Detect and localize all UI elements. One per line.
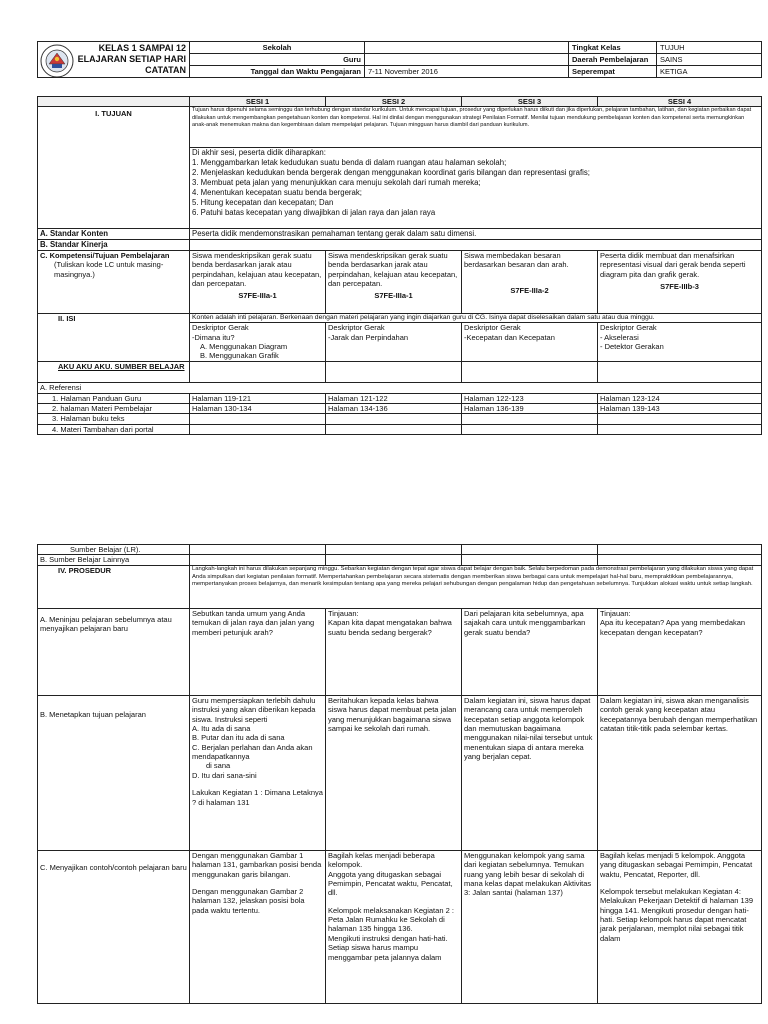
ref-row-2-s2: Halaman 134-136 [326,404,462,414]
ref-row-3-s1 [190,414,326,424]
tujuan-item-6: 6. Patuhi batas kecepatan yang diwajibkan di jalan raya dan jalan raya [192,208,436,218]
isi-2-line-2: -Jarak dan Perpindahan [328,332,409,342]
session-header-empty [38,97,190,107]
isi-intro: Konten adalah inti pelajaran. Berkenaan dengan materi pelajaran yang ingin diajarkan guru di CG. Isinya dapat diselesaikan dalam satu atau dua minggu. [190,313,762,322]
isi-cell-3 [462,323,598,362]
ref-row-2-s4: Halaman 139-143 [598,404,762,414]
isi-cell-2 [326,323,462,362]
isi-4-line-1: Deskriptor Gerak [600,323,657,333]
row-b-s1-gap [192,780,323,788]
isi-3-line-1: Deskriptor Gerak [464,323,521,333]
isi-1-line-2: -Dimana itu? [192,332,235,342]
row-a-s2 [326,608,462,695]
row-c-s2-line-5: Mengikuti instruksi dengan hati-hati. Setiap siswa harus mampu menggambar peta jalannya dalam [328,933,448,962]
isi-1-line-1: Deskriptor Gerak [192,323,249,333]
row-c-s2-line-4: Kelompok melaksanakan Kegiatan 2 : Peta Jalan Rumahku ke Sekolah di halaman 135 hingga 136. [328,905,454,934]
guru-label: Guru [190,54,365,66]
kompetensi-text-3: Siswa membedakan besaran berdasarkan besaran dan arah. [464,250,569,270]
row-c-s2-line-2: Anggota yang ditugaskan sebagai Pemimpin, Pencatat waktu, Pencatat, dll. [328,869,453,898]
kompetensi-code-1: S7FE-IIIa-1 [238,291,277,301]
row-c-s1-gap [192,879,323,887]
sumber-empty-3 [462,362,598,383]
title-block [38,42,190,78]
ref-row-3-s4 [598,414,762,424]
row-c-s3 [462,850,598,1003]
isi-3-line-2: -Kecepatan dan Kecepatan [464,332,555,342]
row-b-s2-line-1: Beritahukan kepada kelas bahwa siswa harus dapat membuat peta jalan yang menunjukkan bagaimana siswa sampai ke sekolah dari rumah. [328,695,457,733]
seperempat-label: Seperempat [569,66,657,78]
ref-row-2-label: 2. halaman Materi Pembelajar [38,404,190,414]
kompetensi-cell-2 [326,250,462,313]
sumber-empty-1 [190,362,326,383]
row-c-label: C. Menyajikan contoh/contoh pelajaran baru [38,850,190,1003]
kompetensi-cell-4 [598,250,762,313]
lainnya-s1 [190,555,326,565]
guru-value [365,54,569,66]
lesson-table-page1 [37,96,762,435]
prosedur-intro: Langkah-langkah ini harus dilakukan sepanjang minggu. Sebarkan kegiatan dengan tepat agar siswa dapat belajar dengan baik. Selalu berpedoman pada demonstrasi pembelajaran yang dilakukan siswa yang dapat Anda simpulkan dari kegiatan penilaian formatif. Mempertahankan pembelajaran secara sistematis dengan memberikan siswa berbagai cara untuk mempelajari hal-hal baru, mempraktikkan pembelajarannya, mempertanyakan proses belajarnya, dan menarik kesimpulan tentang apa yang mereka pelajari sehubungan dengan pengalaman hidup dan pengetahuan sebelumnya. Tunjukkan alokasi waktu untuk setiap langkah. [190,565,762,608]
row-b-s1-line-2: A. Itu ada di sana [192,723,251,733]
row-c-s1-line-3: Dengan menggunakan Gambar 2 halaman 132, jelaskan posisi bola pada waktu tertentu. [192,886,305,915]
isi-label: II. ISI [38,313,190,361]
tujuan-list-head: Di akhir sesi, peserta didik diharapkan: [192,148,326,158]
tujuan-item-2: 2. Menjelaskan kedudukan benda bergerak dengan menggunakan koordinat garis bilangan dan representasi grafis; [192,168,590,178]
session-header-2: SESI 2 [326,97,462,107]
tujuan-intro: Tujuan harus dipenuhi selama seminggu dan terhubung dengan standar kurikulum. Untuk mencapai tujuan, prosedur yang diperlukan harus diikuti dan jika diperlukan, pelajaran tambahan, latihan, dan kegiatan perbaikan dapat dilakukan untuk mengembangkan pengetahuan konten dan kompetensi. Hal ini dinilai dengan menggunakan strategi Penilaian Formatif. Menilai tujuan mendukung pembelajaran konten dan kompetensi serta memungkinkan anak-anak menemukan makna dan kegembiraan dalam mempelajari pelajaran. Tujuan mingguan harus diambil dari panduan kurikulum. [190,107,762,148]
session-header-1: SESI 1 [190,97,326,107]
row-a-s1-line-1: Sebutkan tanda umum yang Anda temukan di jalan raya dan jalan yang memberi petunjuk arah? [192,608,315,637]
ref-row-1-label: 1. Halaman Panduan Guru [38,393,190,403]
ref-row-2-s3: Halaman 136-139 [462,404,598,414]
tujuan-objectives [190,148,762,229]
sumber-label: AKU AKU AKU. SUMBER BELAJAR [38,362,190,383]
kompetensi-sub: (Tuliskan kode LC untuk masing-masingnya.) [54,260,164,279]
tujuan-label-text: I. TUJUAN [95,109,132,119]
row-b-s4 [598,695,762,850]
row-b-s2 [326,695,462,850]
isi-4-line-2: - Akselerasi [600,332,639,342]
prosedur-label: IV. PROSEDUR [38,565,190,608]
row-a-s3 [462,608,598,695]
tingkat-kelas-label: Tingkat Kelas [569,42,657,54]
ref-row-1-s4: Halaman 123-124 [598,393,762,403]
lr-s2 [326,545,462,555]
session-header-3: SESI 3 [462,97,598,107]
kompetensi-label: C. Kompetensi/Tujuan Pembelajaran [40,250,170,260]
row-b-label: B. Menetapkan tujuan pelajaran [38,695,190,850]
referensi-label: A. Referensi [38,383,762,393]
ref-row-1-s2: Halaman 121-122 [326,393,462,403]
tujuan-item-3: 3. Membuat peta jalan yang menunjukkan cara menuju sekolah dari rumah mereka; [192,178,481,188]
row-b-s1-line-1: Guru mempersiapkan terlebih dahulu instruksi yang akan diberikan kepada siswa. Instruksi seperti [192,695,316,724]
ref-row-4-s3 [462,424,598,434]
standar-konten-label: A. Standar Konten [38,229,190,240]
row-c-s4 [598,850,762,1003]
ref-row-3-label: 3. Halaman buku teks [38,414,190,424]
tujuan-item-1: 1. Menggambarkan letak kedudukan suatu benda di dalam ruangan atau halaman sekolah; [192,158,507,168]
kompetensi-cell-1 [190,250,326,313]
ref-row-4-s2 [326,424,462,434]
kompetensi-cell-3 [462,250,598,313]
isi-2-line-1: Deskriptor Gerak [328,323,385,333]
title-line-1: KELAS 1 SAMPAI 12 [98,43,186,53]
daerah-value: SAINS [657,54,762,66]
row-a-s4 [598,608,762,695]
row-c-s3-line-1: Menggunakan kelompok yang sama dari kegiatan sebelumnya. Temukan ruang yang lebih besar di sekolah di mana kelas dapat melakukan Aktivitas 3: Jalan santai (halaman 137) [464,850,592,898]
sumber-empty-4 [598,362,762,383]
lainnya-label: B. Sumber Belajar Lainnya [38,555,190,565]
tujuan-label [38,107,190,229]
tanggal-label: Tanggal dan Waktu Pengajaran [190,66,365,78]
lr-label: Sumber Belajar (LR). [38,545,190,555]
kompetensi-label-cell [38,250,190,313]
kompetensi-text-2: Siswa mendeskripsikan gerak suatu benda berdasarkan jarak atau perpindahan, kelajuan atau kecepatan, dan percepatan. [328,250,458,288]
sekolah-value [365,42,569,54]
tingkat-kelas-value: TUJUH [657,42,762,54]
standar-kinerja-label: B. Standar Kinerja [38,240,190,251]
ref-row-3-s2 [326,414,462,424]
standar-kinerja-text [190,240,762,251]
row-b-s3-line-1: Dalam kegiatan ini, siswa harus dapat merancang cara untuk memperoleh kecepatan setiap anggota kelompok dan memutuskan bagaimana menggunakan nilai-nilai tersebut untuk menentukan siapa di antara mereka yang berjalan cepat. [464,695,593,761]
row-c-s4-line-3: Kelompok tersebut melakukan Kegiatan 4: Melakukan Pekerjaan Detektif di halaman 139 hingga 141. Mengikuti prosedur dengan hati-hati. Setiap kelompok harus dapat mencatat jarak perjalanan, memplot nilai sebagai titik dalam [600,886,754,943]
row-b-s1-line-8: Lakukan Kegiatan 1 : Dimana Letaknya ? di halaman 131 [192,788,323,807]
isi-1-line-4: B. Menggunakan Grafik [200,351,279,361]
sumber-empty-2 [326,362,462,383]
session-header-4: SESI 4 [598,97,762,107]
daerah-label: Daerah Pembelajaran [569,54,657,66]
tanggal-value: 7-11 November 2016 [365,66,569,78]
row-a-s1 [190,608,326,695]
row-c-s4-gap [600,879,759,887]
row-a-s3-line-1: Dari pelajaran kita sebelumnya, apa sajakah cara untuk menggambarkan gerak suatu benda? [464,608,586,637]
row-b-s1 [190,695,326,850]
row-a-s4-line-1: Tinjauan: [600,608,631,618]
row-c-s2-gap [328,898,459,906]
ref-row-1-s3: Halaman 122-123 [462,393,598,403]
row-b-s1-line-4: C. Berjalan perlahan dan Anda akan mendapatkannya [192,742,313,761]
lr-s1 [190,545,326,555]
sekolah-label: Sekolah [190,42,365,54]
row-c-s1 [190,850,326,1003]
isi-4-line-3: - Detektor Gerakan [600,342,664,352]
isi-cell-4 [598,323,762,362]
kompetensi-code-2: S7FE-IIIa-1 [374,291,413,301]
row-b-s3 [462,695,598,850]
title-line-2: ELAJARAN SETIAP HARI [77,54,186,64]
row-c-s1-line-1: Dengan menggunakan Gambar 1 halaman 131, gambarkan posisi benda menggunakan garis bilangan. [192,850,322,879]
row-c-s4-line-1: Bagilah kelas menjadi 5 kelompok. Anggota yang ditugaskan sebagai Pemimpin, Pencatat waktu, Pencatat, Reporter, dll. [600,850,753,879]
row-a-s4-line-2: Apa itu kecepatan? Apa yang membedakan kecepatan dengan kecepatan? [600,618,746,637]
ref-row-2-s1: Halaman 130-134 [190,404,326,414]
lr-s3 [462,545,598,555]
row-c-s2-line-1: Bagilah kelas menjadi beberapa kelompok. [328,850,435,870]
kompetensi-text-4: Peserta didik membuat dan menafsirkan representasi visual dari gerak benda seperti diagram pita dan grafik gerak. [600,250,746,279]
lainnya-s3 [462,555,598,565]
lr-s4 [598,545,762,555]
row-a-label: A. Meninjau pelajaran sebelumnya atau menyajikan pelajaran baru [38,608,190,695]
kompetensi-text-1: Siswa mendeskripsikan gerak suatu benda berdasarkan jarak atau perpindahan, kelajuan atau kecepatan, dan percepatan. [192,250,322,288]
ref-row-3-s3 [462,414,598,424]
seperempat-value: KETIGA [657,66,762,78]
row-b-s1-line-6: D. Itu dari sana-sini [192,770,257,780]
ref-row-1-s1: Halaman 119-121 [190,393,326,403]
lainnya-s4 [598,555,762,565]
row-c-s2 [326,850,462,1003]
lainnya-s2 [326,555,462,565]
lesson-table-page2 [37,544,762,1004]
header-table [37,41,762,78]
deped-seal-icon [40,44,74,78]
kompetensi-code-3: S7FE-IIIa-2 [510,285,549,295]
title-line-3: CATATAN [145,65,186,75]
row-b-s1-line-3: B. Putar dan itu ada di sana [192,733,285,743]
ref-row-4-s1 [190,424,326,434]
kompetensi-code-4: S7FE-IIIb-3 [660,281,699,291]
isi-cell-1 [190,323,326,362]
ref-row-4-s4 [598,424,762,434]
row-b-s1-line-5: di sana [206,761,231,771]
row-a-s2-line-1: Tinjauan: [328,608,359,618]
isi-1-line-3: A. Menggunakan Diagram [200,342,288,352]
tujuan-item-4: 4. Menentukan kecepatan suatu benda bergerak; [192,188,362,198]
standar-konten-text: Peserta didik mendemonstrasikan pemahaman tentang gerak dalam satu dimensi. [190,229,762,240]
tujuan-item-5: 5. Hitung kecepatan dan kecepatan; Dan [192,198,334,208]
ref-row-4-label: 4. Materi Tambahan dari portal [38,424,190,434]
row-b-s4-line-1: Dalam kegiatan ini, siswa akan menganalisis contoh gerak yang kecepatan atau kecepatannya berubah dengan memperhatikan catatan titik-titik pada selembar kertas. [600,695,758,733]
row-a-s2-line-2: Kapan kita dapat mengatakan bahwa suatu benda sedang bergerak? [328,618,452,637]
